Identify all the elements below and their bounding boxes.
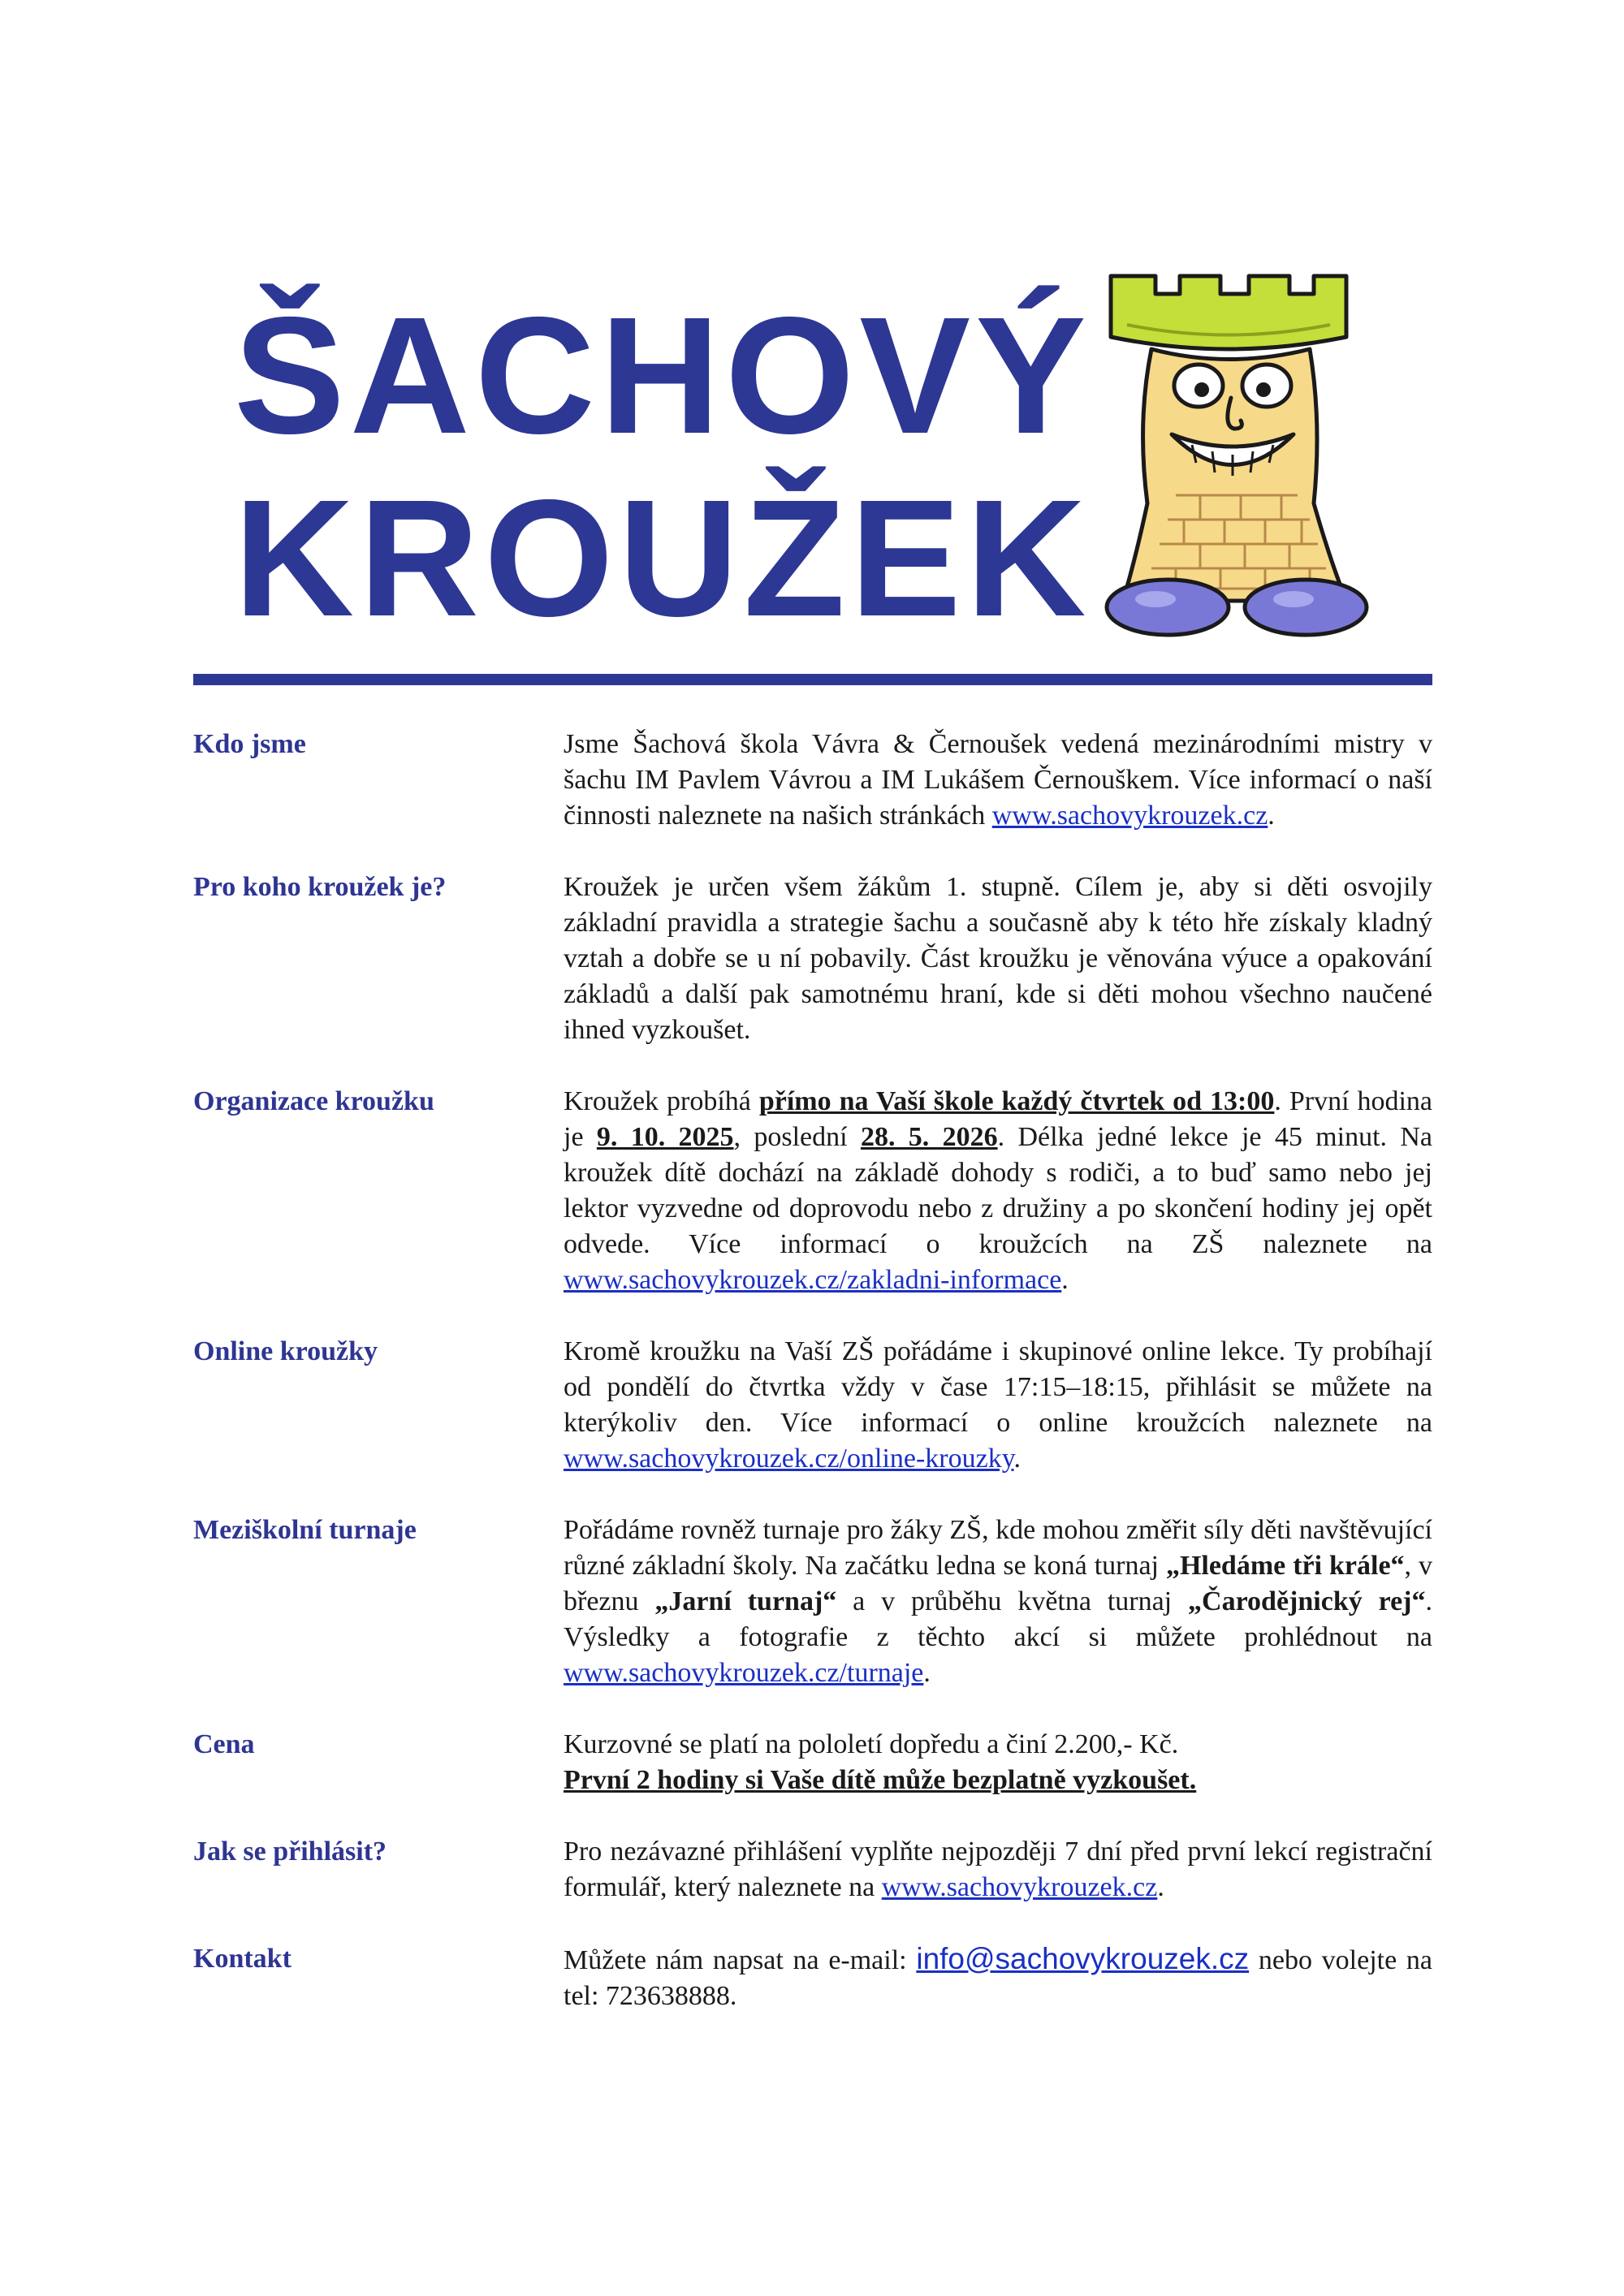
body-text: Pro nezávazné přihlášení vyplňte nejpozději 7 dní před první lekcí registrační formulář, který naleznete na [564,1836,1432,1902]
price-text: Kurzovné se platí na pololetí dopředu a činí 2.200,- Kč. [564,1729,1179,1759]
online-clubs-link[interactable]: www.sachovykrouzek.cz/online-krouzky [564,1444,1014,1474]
tournaments-link[interactable]: www.sachovykrouzek.cz/turnaje [564,1658,924,1688]
tournament-name: „Hledáme tři krále“ [1165,1551,1405,1581]
section-body [564,1334,1432,1477]
basic-info-link[interactable]: www.sachovykrouzek.cz/zakladni-informace [564,1265,1062,1295]
body-text-end: . [1061,1265,1069,1295]
body-text-end: . [923,1658,931,1688]
section-body [564,870,1432,1048]
schedule-highlight: přímo na Vaší škole každý čtvrtek od 13:00 [758,1086,1275,1116]
body-text: . Délka jedné lekce je 45 minut. Na kroužek dítě dochází na základě dohody s rodiči, a to buď samo nebo jej lektor vyzvedne od doprovodu nebo z družiny a po skončení hodiny jej opět odvede. Více informací o kroužcích na ZŠ naleznete na [564,1122,1432,1259]
section-who-we-are [193,727,1432,834]
body-text: Můžete nám napsat na e-mail: [564,1945,917,1975]
section-price [193,1727,1432,1798]
body-text-end: . [1268,801,1275,831]
body-text: Kroužek je určen všem žákům 1. stupně. Cílem je, aby si děti osvojily základní pravidla a strategie šachu a současně aby k této hře získaly kladný vztah a dobře se u ní pobavily. Část kroužku je věnována výuce a opakování základů a další pak samotnému hraní, kde si děti mohou všechno naučené ihned vyzkoušet. [564,872,1432,1045]
header-divider [193,674,1432,685]
website-link[interactable]: www.sachovykrouzek.cz [991,801,1268,831]
body-text: a v průběhu května turnaj [836,1586,1189,1616]
section-body [564,1941,1432,2014]
chess-rook-mascot-icon [1078,260,1371,641]
section-label: Meziškolní turnaje [193,1515,417,1545]
section-body [564,1084,1432,1298]
section-label: Online kroužky [193,1336,378,1366]
header [193,260,1432,698]
tournament-name: „Jarní turnaj“ [654,1586,837,1616]
section-label: Pro koho kroužek je? [193,872,447,902]
website-link[interactable]: www.sachovykrouzek.cz [881,1872,1158,1902]
title-logo [234,276,1143,651]
free-trial-note: První 2 hodiny si Vaše dítě může bezplatně vyzkoušet. [564,1765,1197,1795]
section-label: Kdo jsme [193,729,306,759]
section-body [564,1834,1432,1905]
section-label: Organizace kroužku [193,1086,434,1116]
tournament-name: „Čarodějnický rej“ [1188,1586,1426,1616]
section-label: Cena [193,1729,255,1759]
section-contact [193,1941,1432,2014]
section-body [564,1513,1432,1691]
section-online-clubs [193,1334,1432,1477]
section-body [564,1727,1432,1798]
section-body [564,727,1432,834]
body-text: Pořádáme rovněž turnaje pro žáky ZŠ, kde mohou změřit síly děti navštěvující různé základní školy. Na začátku ledna se koná turnaj [564,1515,1432,1581]
body-text: nebo volejte na tel: 723638888. [564,1945,1433,2011]
section-signup [193,1834,1432,1905]
body-text: Jsme Šachová škola Vávra & Černoušek vedená mezinárodními mistry v šachu IM Pavlem Vávrou a IM Lukášem Černouškem. Více informací o naší činnosti naleznete na našich stránkách [564,729,1432,831]
section-for-whom [193,870,1432,1048]
body-text: Kromě kroužku na Vaší ZŠ pořádáme i skupinové online lekce. Ty probíhají od pondělí do čtvrtka vždy v čase 17:15–18:15, přihlásit se můžete na kterýkoliv den. Více informací o online kroužcích naleznete na [564,1336,1432,1438]
body-text: . Výsledky a fotografie z těchto akcí si můžete prohlédnout na [564,1586,1432,1652]
email-link[interactable]: info@sachovykrouzek.cz [916,1942,1250,1975]
first-lesson-date: 9. 10. 2025 [596,1122,734,1152]
section-label: Kontakt [193,1944,292,1974]
body-text: , poslední [733,1122,861,1152]
title-line-2: KROUŽEK [234,465,1091,651]
title-line-1: ŠACHOVÝ [234,283,1091,468]
section-organization [193,1084,1432,1298]
body-text-end: . [1013,1444,1021,1474]
section-tournaments [193,1513,1432,1691]
section-label: Jak se přihlásit? [193,1836,387,1867]
body-text-end: . [1157,1872,1164,1902]
body-text: Kroužek probíhá [564,1086,759,1116]
last-lesson-date: 28. 5. 2026 [860,1122,998,1152]
body-text: , v březnu [564,1551,1432,1616]
content [193,727,1432,2014]
body-text: . První hodina je [564,1086,1433,1152]
